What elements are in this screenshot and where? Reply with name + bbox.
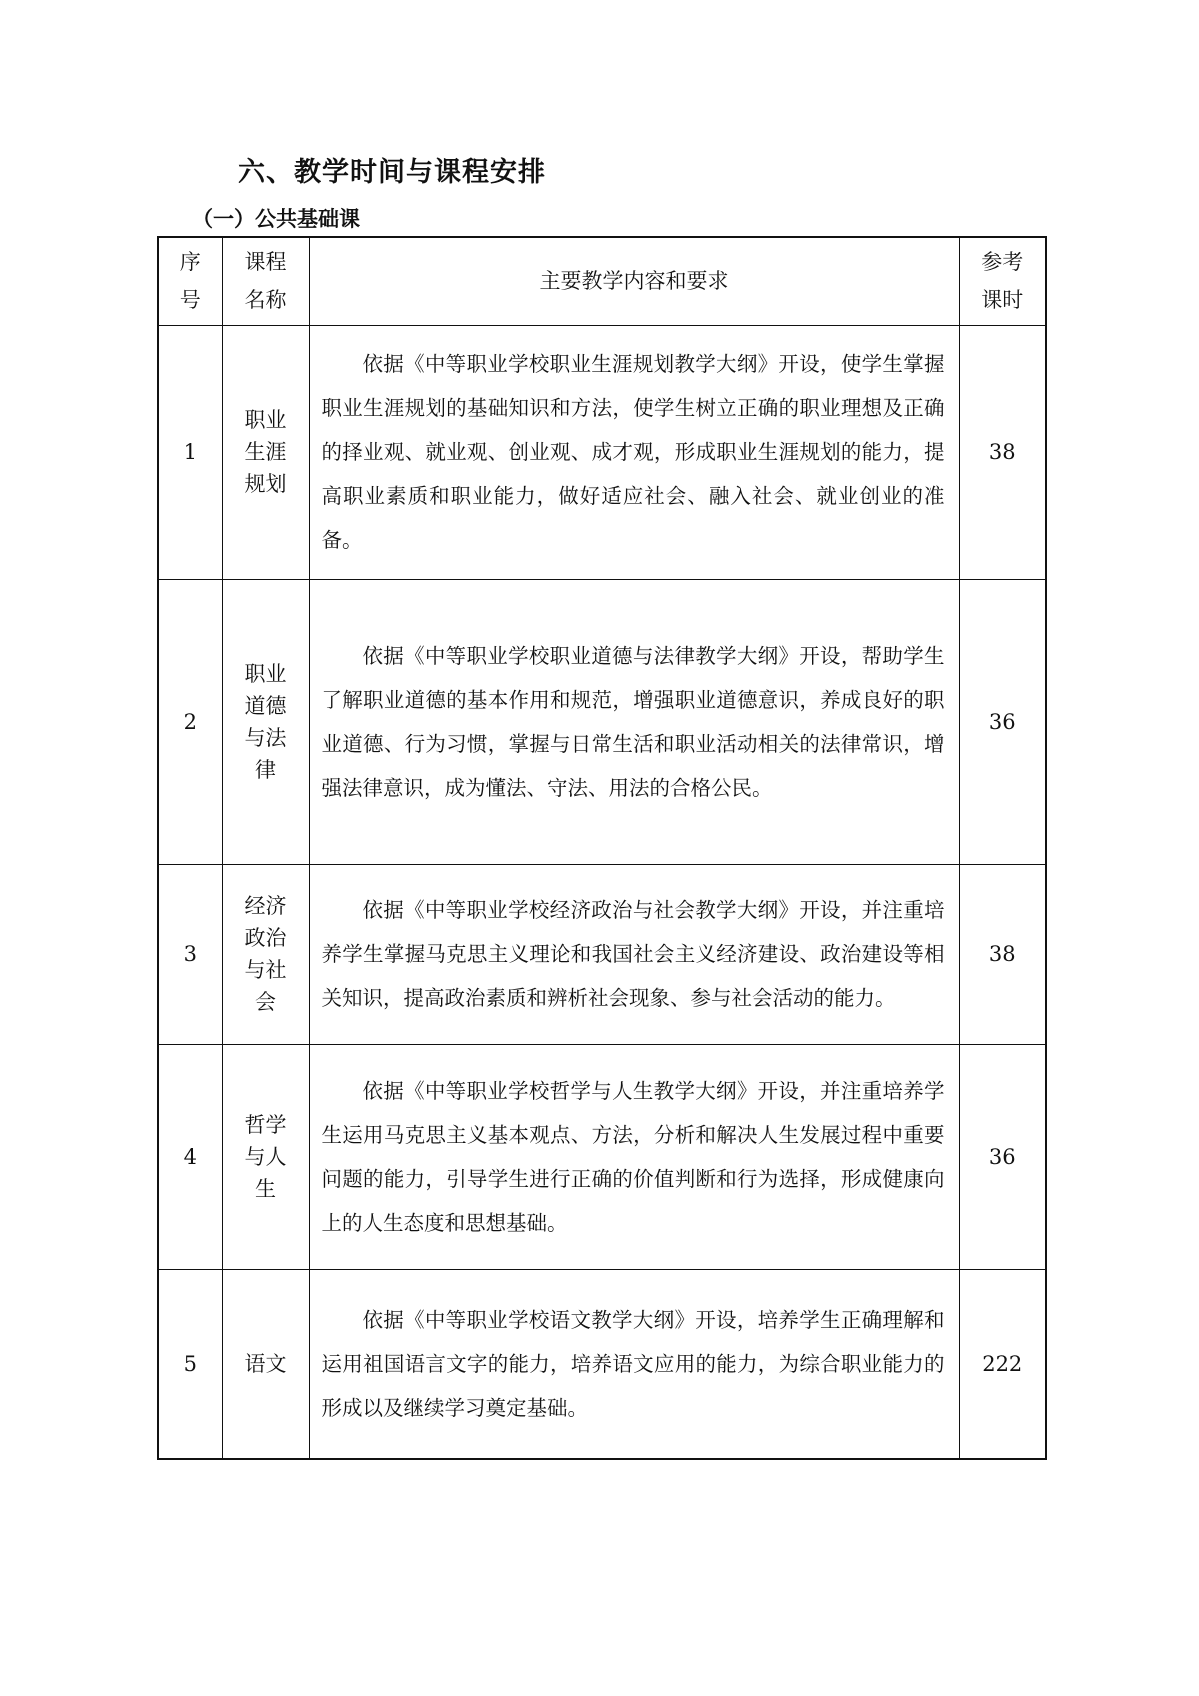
row-hours: 38 bbox=[959, 864, 1046, 1044]
table-row bbox=[158, 325, 1046, 579]
header-no: 序号 bbox=[158, 237, 222, 325]
row-content: 依据《中等职业学校经济政治与社会教学大纲》开设，并注重培养学生掌握马克思主义理论和我国社会主义经济建设、政治建设等相关知识，提高政治素质和辨析社会现象、参与社会活动的能力。 bbox=[309, 864, 959, 1044]
table-row bbox=[158, 864, 1046, 1044]
row-no: 1 bbox=[158, 325, 222, 579]
row-hours: 38 bbox=[959, 325, 1046, 579]
row-no: 3 bbox=[158, 864, 222, 1044]
course-table bbox=[157, 236, 1047, 1460]
row-name: 职业生涯规划 bbox=[222, 325, 309, 579]
sub-title: （一）公共基础课 bbox=[192, 207, 360, 231]
row-hours: 222 bbox=[959, 1269, 1046, 1459]
table-row bbox=[158, 579, 1046, 864]
table-header-row bbox=[158, 237, 1046, 325]
row-name: 经济政治与社会 bbox=[222, 864, 309, 1044]
row-no: 2 bbox=[158, 579, 222, 864]
row-content: 依据《中等职业学校哲学与人生教学大纲》开设，并注重培养学生运用马克思主义基本观点、方法，分析和解决人生发展过程中重要问题的能力，引导学生进行正确的价值判断和行为选择，形成健康向上的人生态度和思想基础。 bbox=[309, 1044, 959, 1269]
row-hours: 36 bbox=[959, 579, 1046, 864]
row-name: 语文 bbox=[222, 1269, 309, 1459]
header-name: 课程名称 bbox=[222, 237, 309, 325]
row-content: 依据《中等职业学校职业道德与法律教学大纲》开设，帮助学生了解职业道德的基本作用和规范，增强职业道德意识，养成良好的职业道德、行为习惯，掌握与日常生活和职业活动相关的法律常识，增强法律意识，成为懂法、守法、用法的合格公民。 bbox=[309, 579, 959, 864]
header-hours: 参考课时 bbox=[959, 237, 1046, 325]
section-title: 六、教学时间与课程安排 bbox=[238, 157, 546, 188]
row-no: 5 bbox=[158, 1269, 222, 1459]
table-row bbox=[158, 1269, 1046, 1459]
row-content: 依据《中等职业学校语文教学大纲》开设，培养学生正确理解和运用祖国语言文字的能力，培养语文应用的能力，为综合职业能力的形成以及继续学习奠定基础。 bbox=[309, 1269, 959, 1459]
header-content: 主要教学内容和要求 bbox=[309, 237, 959, 325]
row-name: 哲学与人生 bbox=[222, 1044, 309, 1269]
row-hours: 36 bbox=[959, 1044, 1046, 1269]
row-no: 4 bbox=[158, 1044, 222, 1269]
row-name: 职业道德与法律 bbox=[222, 579, 309, 864]
row-content: 依据《中等职业学校职业生涯规划教学大纲》开设，使学生掌握职业生涯规划的基础知识和方法，使学生树立正确的职业理想及正确的择业观、就业观、创业观、成才观，形成职业生涯规划的能力，提高职业素质和职业能力，做好适应社会、融入社会、就业创业的准备。 bbox=[309, 325, 959, 579]
table-row bbox=[158, 1044, 1046, 1269]
